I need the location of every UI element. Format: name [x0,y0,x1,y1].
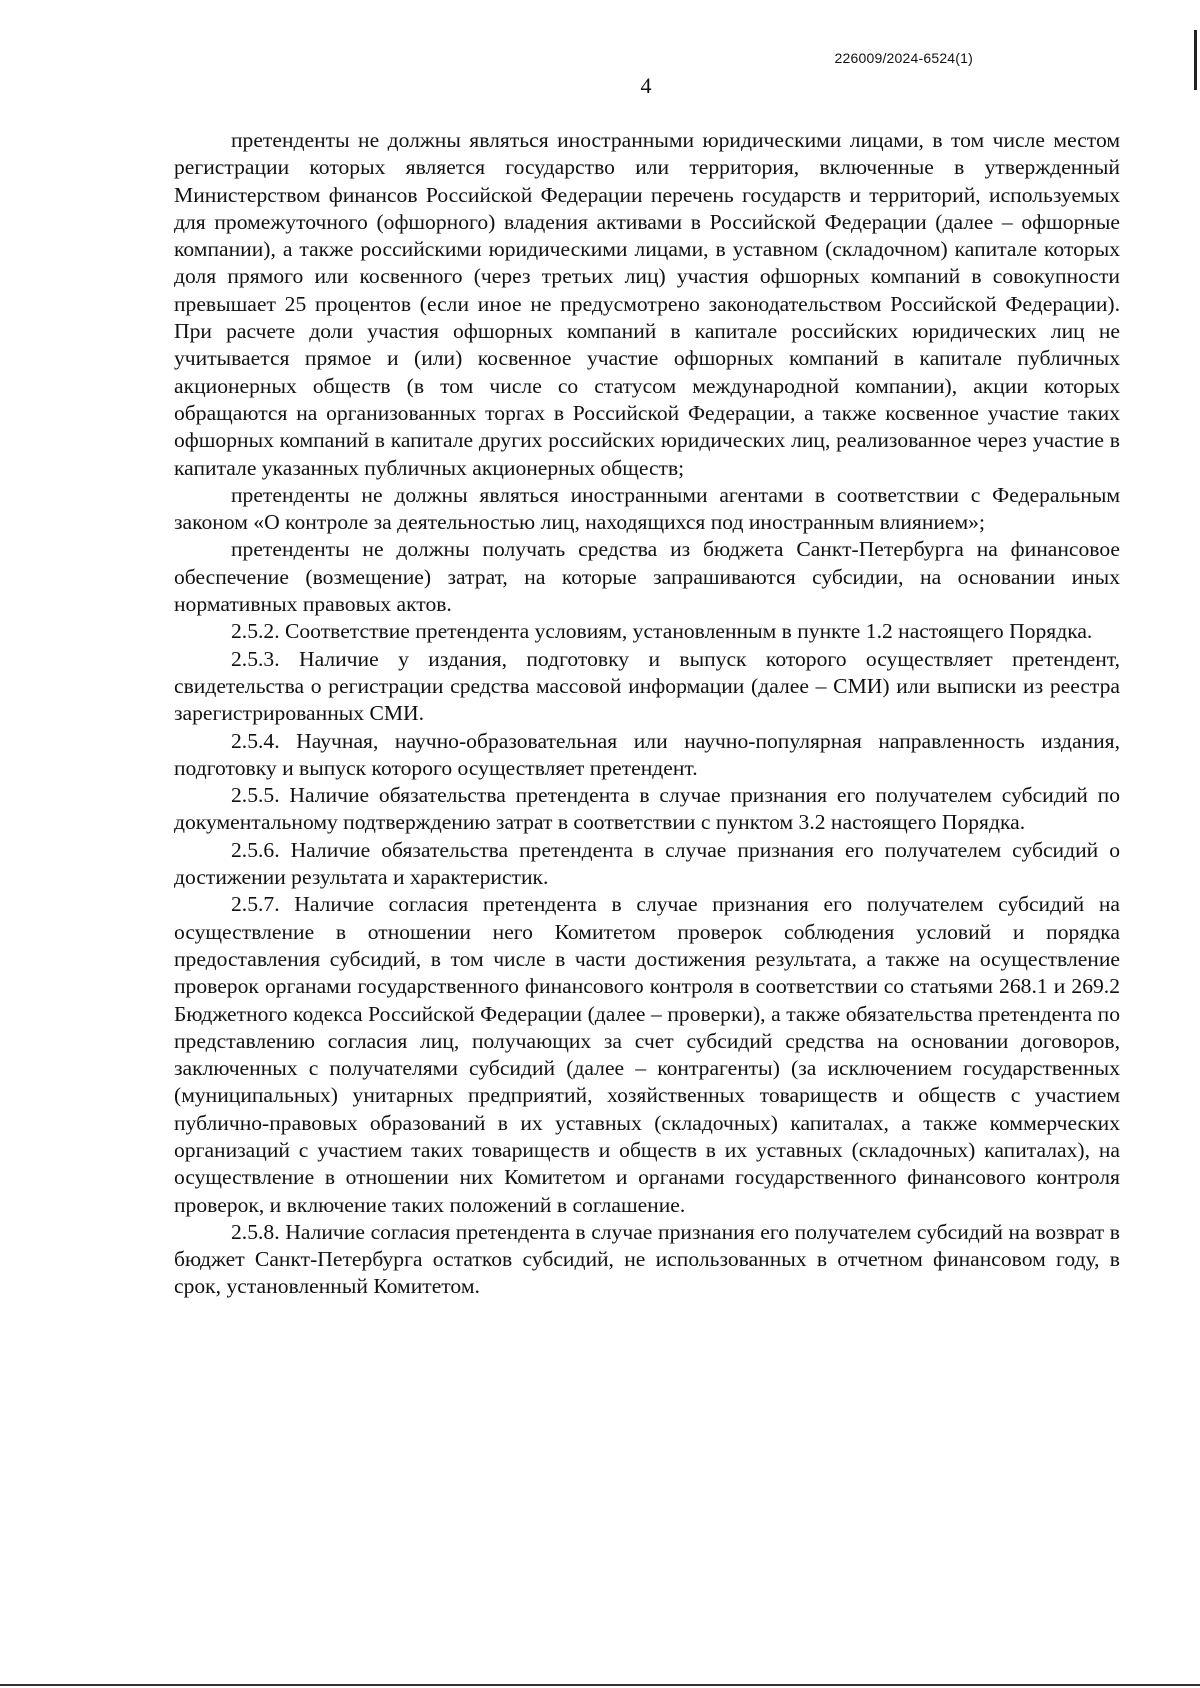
paragraph-foreign-agent-requirement: претенденты не должны являться иностранными агентами в соответствии с Федеральным законом «О контроле за деятельностью лиц, находящихся под иностранным влиянием»; [174,482,1120,535]
paragraph-budget-funds-requirement: претенденты не должны получать средства из бюджета Санкт-Петербурга на финансовое обеспечение (возмещение) затрат, на которые запрашиваются субсидии, на основании иных нормативных правовых актов. [174,537,1120,617]
document-body [174,127,1120,1301]
paragraph-2-5-3: 2.5.3. Наличие у издания, подготовку и выпуск которого осуществляет претендент, свидетельства о регистрации средства массовой информации (далее – СМИ) или выписки из реестра зарегистрированных СМИ. [174,646,1120,726]
paragraph-2-5-5: 2.5.5. Наличие обязательства претендента в случае признания его получателем субсидий по документальному подтверждению затрат в соответствии с пунктом 3.2 настоящего Порядка. [174,783,1120,835]
scan-edge-mark [1194,30,1197,90]
paragraph-2-5-8: 2.5.8. Наличие согласия претендента в случае признания его получателем субсидий на возврат в бюджет Санкт-Петербурга остатков субсидий, не использованных в отчетном финансовом году, в срок, установленный Комитетом. [174,1219,1120,1299]
scan-bottom-edge [0,1684,1200,1686]
document-registration-number: 226009/2024-6524(1) [834,50,973,66]
paragraph-2-5-4: 2.5.4. Научная, научно-образовательная или научно-популярная направленность издания, подготовку и выпуск которого осуществляет претендент. [174,728,1120,780]
paragraph-2-5-6: 2.5.6. Наличие обязательства претендента в случае признания его получателем субсидий о достижении результата и характеристик. [174,837,1120,890]
paragraph-2-5-2: 2.5.2. Соответствие претендента условиям, установленным в пункте 1.2 настоящего Порядка. [231,619,1093,644]
page-number: 4 [640,73,652,98]
paragraph-2-5-7: 2.5.7. Наличие согласия претендента в случае признания его получателем субсидий на осуществление в отношении него Комитетом проверок соблюдения условий и порядка предоставления субсидий, в том числе в части достижения результата, а также на осуществление проверок органами государственного финансового контроля в соответствии со статьями 268.1 и 269.2 Бюджетного кодекса Российской Федерации (далее – проверки), а также обязательства претендента по представлению согласия лиц, получающих за счет субсидий средства на основании договоров, заключенных с получателями субсидий (далее – контрагенты) (за исключением государственных (муниципальных) унитарных предприятий, хозяйственных товариществ и обществ с участием публично-правовых образований в их уставных (складочных) капиталах, а также коммерческих организаций с участием таких товариществ и обществ в их уставных (складочных) капиталах), на осуществление в отношении них Комитетом и органами государственного финансового контроля проверок, и включение таких положений в соглашение. [174,892,1120,1217]
paragraph-offshore-requirement: претенденты не должны являться иностранными юридическими лицами, в том числе местом регистрации которых является государство или территория, включенные в утвержденный Министерством финансов Российской Федерации перечень государств и территорий, используемых для промежуточного (офшорного) владения активами в Российской Федерации (далее – офшорные компании), а также российскими юридическими лицами, в уставном (складочном) капитале которых доля прямого или косвенного (через третьих лиц) участия офшорных компаний в совокупности превышает 25 процентов (если иное не предусмотрено законодательством Российской Федерации). При расчете доли участия офшорных компаний в капитале российских юридических лиц не учитывается прямое и (или) косвенное участие офшорных компаний в капитале публичных акционерных обществ (в том числе со статусом международной компании), акции которых обращаются на организованных торгах в Российской Федерации, а также косвенное участие таких офшорных компаний в капитале других российских юридических лиц, реализованное через участие в капитале указанных публичных акционерных обществ; [174,128,1120,480]
